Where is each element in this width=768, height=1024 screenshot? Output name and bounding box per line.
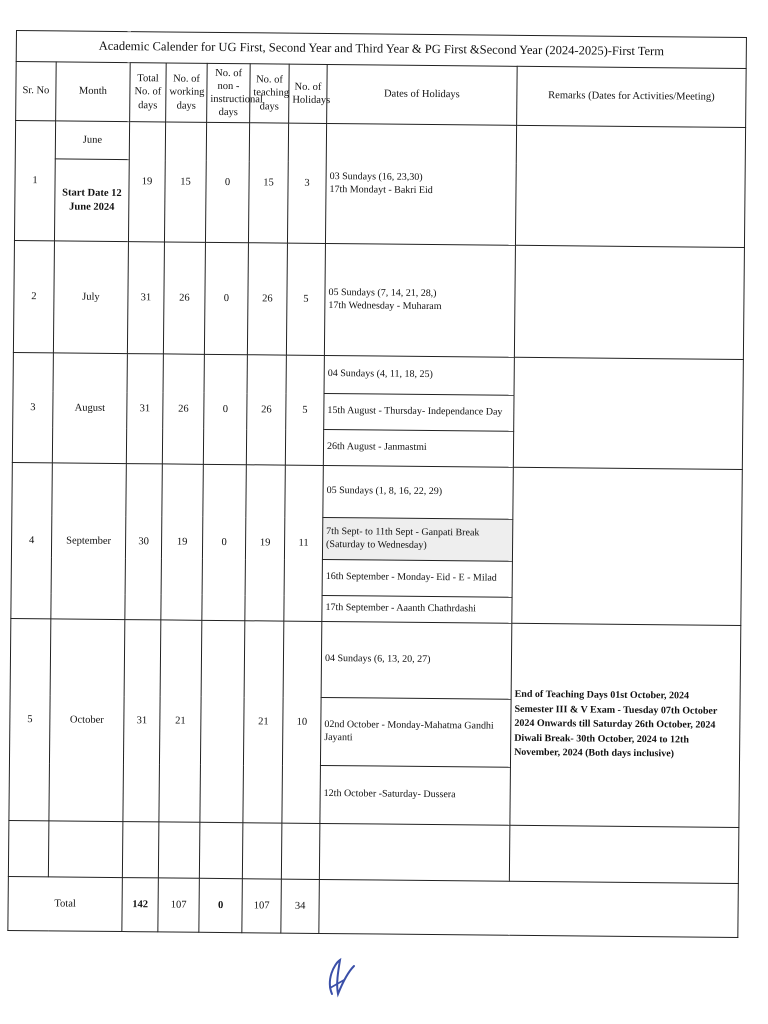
remark-entry: Semester III & V Exam - Tuesday 07th October 2024 Onwards till Saturday 26th October, 2024 — [514, 703, 718, 731]
teaching-days-cell: 15 — [248, 123, 288, 243]
teaching-days-cell: 26 — [247, 243, 287, 355]
non-instructional-cell — [200, 620, 245, 822]
header-holidays: No. of Holidays — [289, 64, 328, 123]
sr-no-cell: 1 — [14, 121, 55, 241]
header-total-days: Total No. of days — [130, 63, 167, 122]
working-days-cell: 26 — [162, 354, 204, 464]
non-instructional-cell: 0 — [204, 242, 248, 354]
table-row — [12, 462, 743, 521]
remarks-cell — [510, 623, 741, 827]
teaching-days-cell: 19 — [245, 465, 285, 621]
month-cell: September — [51, 463, 126, 620]
total-label: Total — [8, 876, 123, 931]
remarks-cell — [515, 125, 745, 247]
header-row — [16, 62, 747, 128]
start-date-cell: Start Date 12 June 2024 — [54, 159, 129, 242]
sr-no-cell: 4 — [11, 462, 52, 618]
holidays-cell: 10 — [282, 621, 322, 823]
remarks-cell — [512, 467, 743, 625]
holiday-entry: 7th Sept- to 11th Sept - Ganpati Break (Saturday to Wednesday) — [322, 517, 512, 561]
total-days-cell: 31 — [127, 242, 164, 354]
holidays-cell: 11 — [284, 465, 323, 621]
remark-entry: End of Teaching Days 01st October, 2024 — [514, 689, 690, 702]
teaching-days-sum: 107 — [242, 879, 282, 933]
non-instructional-cell: 0 — [202, 464, 246, 620]
table-row — [10, 618, 741, 701]
non-instructional-sum: 0 — [199, 878, 243, 932]
holidays-cell: 5 — [285, 355, 324, 465]
teaching-days-cell: 26 — [246, 355, 286, 465]
holiday-entry: 03 Sundays (16, 23,30) — [329, 171, 423, 183]
month-cell: June — [55, 121, 129, 160]
holiday-entry: 04 Sundays (4, 11, 18, 25) — [324, 355, 514, 395]
working-days-cell: 19 — [161, 464, 203, 620]
holiday-entry: 17th Wednesday - Muharam — [328, 299, 442, 312]
holiday-dates-cell — [324, 243, 515, 357]
holiday-entry: 17th Mondayt - Bakri Eid — [329, 183, 433, 196]
month-cell: July — [53, 241, 128, 354]
teaching-days-cell: 21 — [243, 621, 284, 823]
sr-no-cell: 3 — [12, 352, 53, 462]
table-row — [13, 352, 743, 397]
total-days-cell: 30 — [125, 464, 162, 620]
table-row-empty — [8, 820, 739, 883]
holidays-cell: 3 — [287, 123, 326, 243]
holiday-entry: 04 Sundays (6, 13, 20, 27) — [321, 621, 512, 699]
holiday-dates-cell — [325, 123, 516, 245]
header-non-instructional: No. of non - instructional days — [207, 63, 251, 122]
holiday-entry: 05 Sundays (7, 14, 21, 28,) — [328, 287, 437, 300]
holiday-entry: 16th September - Monday- Eid - E - Milad — [322, 559, 512, 597]
sr-no-cell: 2 — [13, 240, 54, 352]
total-days-sum: 142 — [122, 878, 159, 932]
holiday-entry: 02nd October - Monday-Mahatma Gandhi Jayanti — [320, 697, 511, 767]
total-days-cell: 31 — [126, 354, 163, 464]
header-remarks: Remarks (Dates for Activities/Meeting) — [517, 66, 747, 127]
total-days-cell: 31 — [123, 620, 161, 822]
header-dates-of-holidays: Dates of Holidays — [327, 64, 518, 125]
total-row — [8, 876, 739, 937]
calendar-sheet — [7, 30, 746, 952]
working-days-sum: 107 — [158, 878, 200, 932]
month-cell: October — [49, 619, 125, 822]
working-days-cell: 26 — [163, 242, 205, 354]
month-cell: August — [52, 353, 127, 464]
header-teaching-days: No. of teaching days — [250, 64, 290, 123]
working-days-cell: 15 — [164, 122, 206, 242]
sr-no-cell: 5 — [9, 618, 51, 820]
table-row — [13, 240, 744, 359]
remark-entry: Diwali Break- 30th October, 2024 to 12th November, 2024 (Both days inclusive) — [514, 732, 689, 760]
non-instructional-cell: 0 — [205, 122, 249, 242]
holidays-cell: 5 — [286, 243, 325, 355]
academic-calendar-table — [7, 30, 747, 938]
working-days-cell: 21 — [159, 620, 202, 822]
table-title: Academic Calender for UG First, Second Year and Third Year & PG First &Second Year (2024-2025)-First Term — [16, 31, 746, 69]
holiday-entry: 12th October -Saturday- Dussera — [320, 765, 511, 825]
header-month: Month — [56, 62, 131, 122]
holidays-sum: 34 — [281, 879, 320, 933]
holiday-entry: 05 Sundays (1, 8, 16, 22, 29) — [323, 465, 513, 519]
remarks-cell — [514, 245, 744, 359]
holiday-entry: 17th September - Aaanth Chathrdashi — [322, 595, 512, 623]
signature-mark — [318, 950, 358, 1000]
holiday-entry: 15th August - Thursday- Independance Day — [324, 393, 514, 431]
holiday-entry: 26th August - Janmastmi — [323, 429, 513, 467]
remarks-cell — [513, 357, 743, 469]
header-sr-no: Sr. No — [16, 62, 57, 121]
total-days-cell: 19 — [128, 122, 165, 242]
non-instructional-cell: 0 — [203, 354, 247, 464]
header-working-days: No. of working days — [166, 63, 208, 122]
